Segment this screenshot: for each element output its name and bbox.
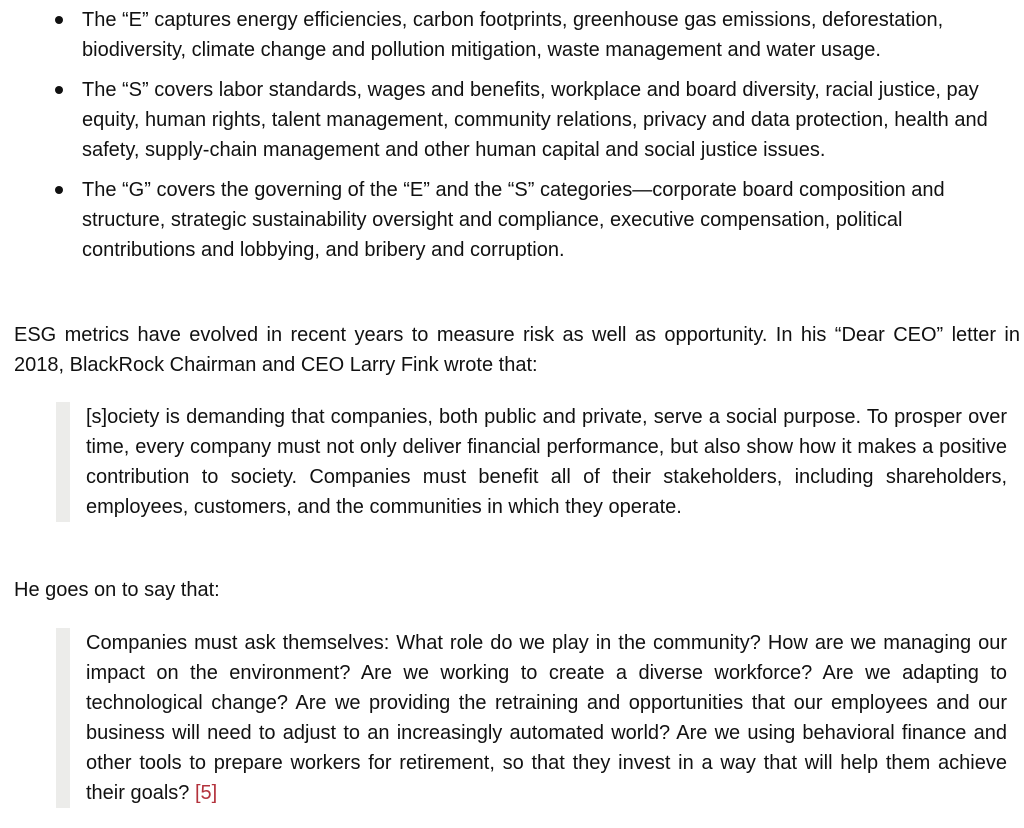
- bullet-text-s: The “S” covers labor standards, wages and benefits, workplace and board diversity, racial justice, pay equity, human rights, talent management, community relations, privacy and data protection, health and safety, supply-chain management and other human capital and social justice issues.: [82, 79, 988, 161]
- quote-text: Companies must ask themselves: What role do we play in the community? How are we managing our impact on the environment? Are we working to create a diverse workforce? Are we adapting to technological change? Are we providing the retraining and opportunities that our employees and our business will need to adjust to an increasingly automated world? Are we using behavioral finance and other tools to prepare workers for retirement, so that they invest in a way that will help them achieve their goals?: [86, 632, 1007, 804]
- blockquote-fink-society: [56, 402, 1007, 522]
- list-item: [0, 175, 1024, 265]
- bullet-text-g: The “G” covers the governing of the “E” and the “S” categories—corporate board composition and structure, strategic sustainability oversight and compliance, executive compensation, political contributions and lobbying, and bribery and corruption.: [82, 179, 945, 261]
- bullet-icon: [55, 86, 63, 94]
- footnote-reference-link[interactable]: [5]: [194, 782, 218, 804]
- list-item: [0, 75, 1024, 165]
- esg-bullet-list: [0, 5, 1024, 275]
- bullet-icon: [55, 16, 63, 24]
- bullet-icon: [55, 186, 63, 194]
- list-item: [0, 5, 1024, 65]
- blockquote-fink-questions: [56, 628, 1007, 808]
- paragraph-goes-on: He goes on to say that:: [14, 579, 220, 601]
- paragraph-esg-metrics: ESG metrics have evolved in recent years to measure risk as well as opportunity. In his “Dear CEO” letter in 2018, BlackRock Chairman and CEO Larry Fink wrote that:: [14, 324, 1020, 376]
- quote-text: [s]ociety is demanding that companies, both public and private, serve a social purpose. To prosper over time, every company must not only deliver financial performance, but also show how it makes a positive contribution to society. Companies must benefit all of their stakeholders, including shareholders, employees, customers, and the communities in which they operate.: [86, 406, 1007, 518]
- bullet-text-e: The “E” captures energy efficiencies, carbon footprints, greenhouse gas emissions, deforestation, biodiversity, climate change and pollution mitigation, waste management and water usage.: [82, 9, 944, 61]
